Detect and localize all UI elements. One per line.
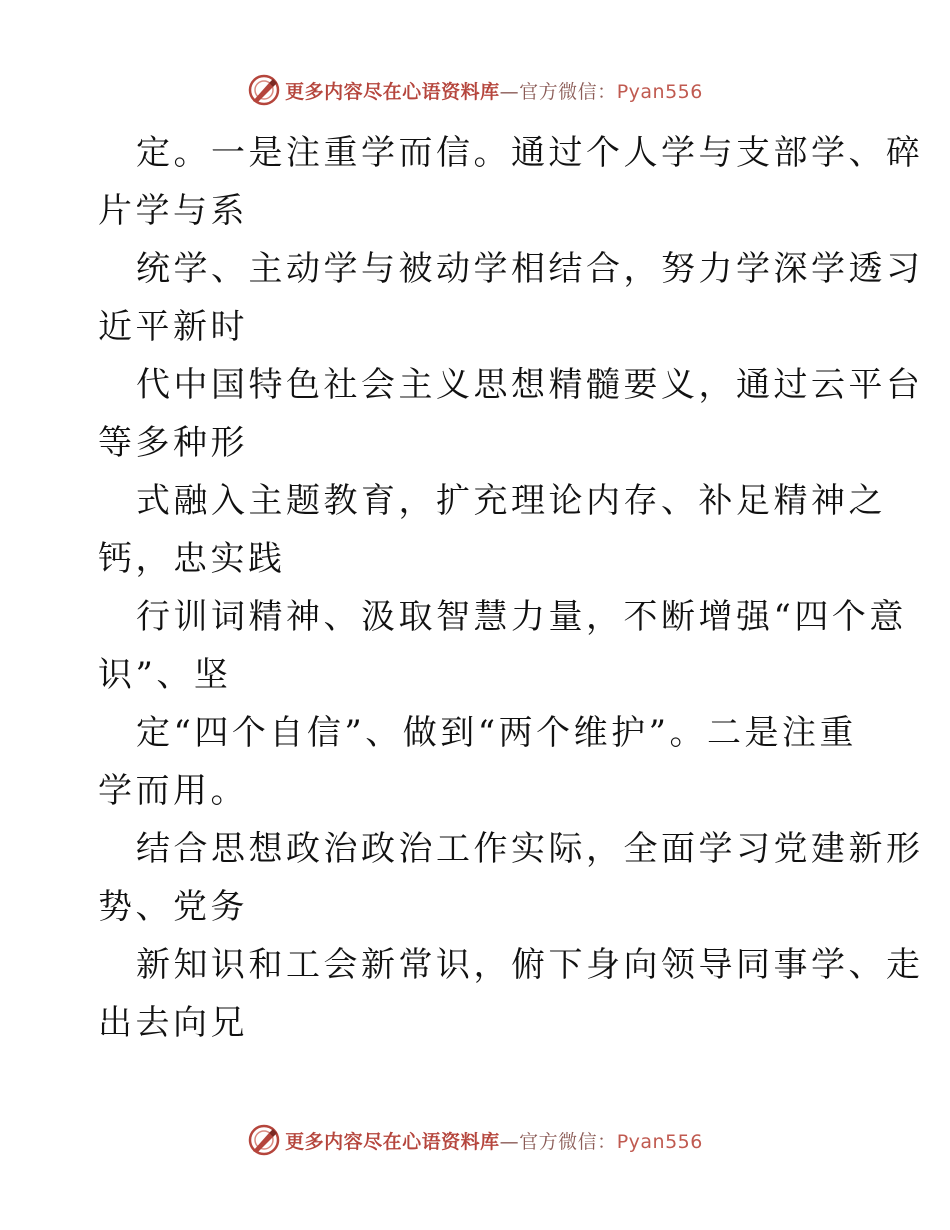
header-wechat-label: 官方微信： [519,80,617,103]
text-line: 学而用。 [98,771,248,811]
text-line: 近平新时 [98,307,248,347]
text-line: 定。一是注重学而信。通过个人学与支部学、碎 [136,133,924,173]
footer-banner [0,1122,950,1158]
body-text [98,124,924,1052]
text-line: 钙，忠实践 [98,539,286,579]
text-line: 统学、主动学与被动学相结合，努力学深学透习 [136,249,924,289]
footer-text [285,1127,703,1154]
header-wechat-id: Pyan556 [616,80,703,103]
text-line: 出去向兄 [98,1003,248,1043]
footer-main-text: 更多内容尽在心语资料库 [285,1130,500,1153]
footer-wechat-id: Pyan556 [616,1130,703,1153]
text-line: 势、党务 [98,887,248,927]
pen-logo-icon [247,1123,281,1157]
header-banner [0,72,950,108]
text-line: 代中国特色社会主义思想精髓要义，通过云平台 [136,365,924,405]
header-dash: — [499,80,520,103]
pen-logo-icon [247,73,281,107]
text-line: 识”、坚 [98,655,232,695]
text-line: 行训词精神、汲取智慧力量，不断增强“四个意 [136,597,907,637]
text-line: 等多种形 [98,423,248,463]
text-line: 定“四个自信”、做到“两个维护”。二是注重 [136,713,858,753]
header-main-text: 更多内容尽在心语资料库 [285,80,500,103]
text-line: 式融入主题教育，扩充理论内存、补足精神之 [136,481,886,521]
header-text [285,77,703,104]
footer-dash: — [499,1130,520,1153]
text-line: 新知识和工会新常识，俯下身向领导同事学、走 [136,945,924,985]
text-line: 结合思想政治政治工作实际，全面学习党建新形 [136,829,924,869]
text-line: 片学与系 [98,191,248,231]
footer-wechat-label: 官方微信： [519,1130,617,1153]
